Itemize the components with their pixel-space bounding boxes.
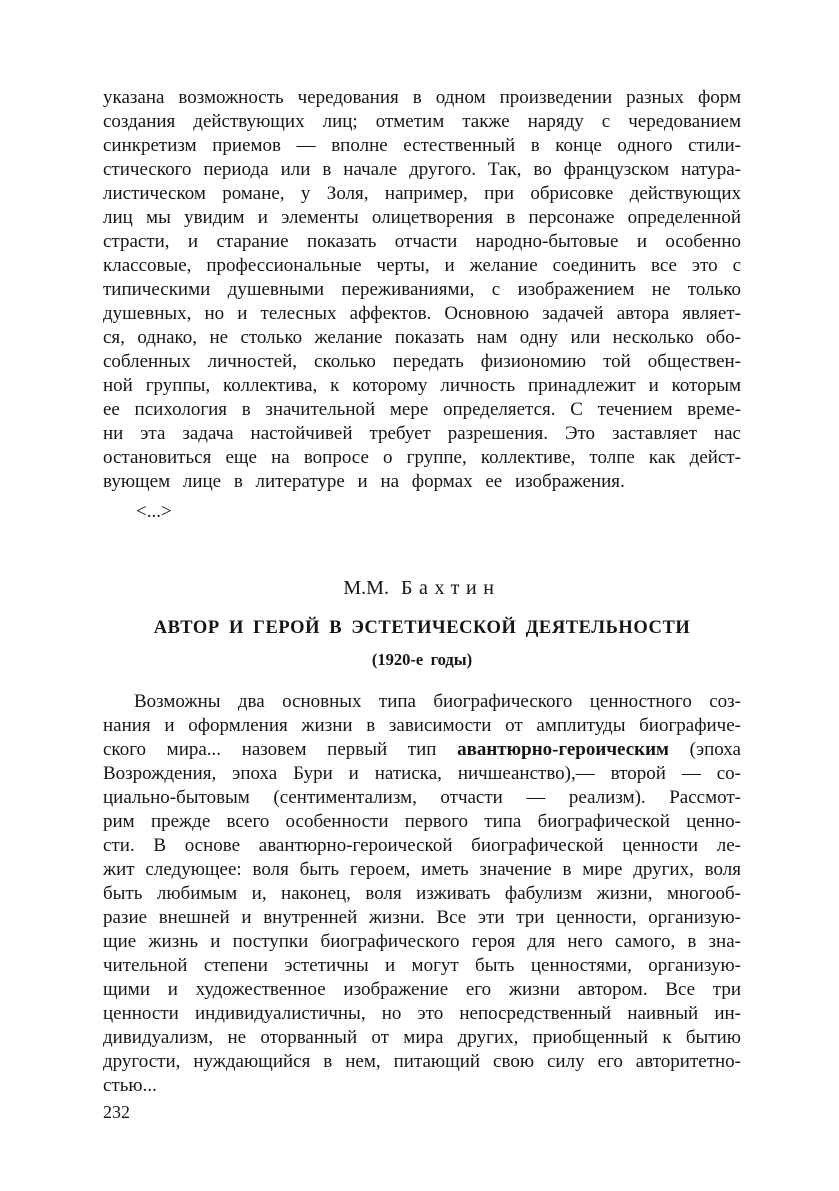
excerpt-paragraph [103,86,741,494]
text-line: указана возможность чередования в одном произведении разных форм [103,87,741,108]
text-line: ни эта задача настойчивей требует разрешения. Это заставляет нас [103,423,741,444]
text-line: синкретизм приемов — вполне естественный в конце одного стили- [103,135,741,156]
text-line: душевных, но и телесных аффектов. Основною задачей автора являет- [103,303,741,324]
text-line: разие внешней и внутренней жизни. Все эти три ценности, организую- [103,907,741,928]
text-line: типическими душевными переживаниями, с изображением не только [103,279,741,300]
text-line: вующем лице в литературе и на формах ее изображения. [103,471,625,492]
page-number: 232 [103,1102,130,1122]
omission-mark: <...> [136,501,172,522]
text-line: ского мира... назовем первый тип авантюрно-героическим (эпоха [103,739,741,760]
text-line: сти. В основе авантюрно-героической биографической ценности ле- [103,835,741,856]
article-author [103,576,741,600]
text-line: ее психология в значительной мере определяется. С течением време- [103,399,741,420]
author-initials: М.М. [343,577,389,599]
text-line: щие жизнь и поступки биографического героя для него самого, в зна- [103,931,741,952]
text-line: создания действующих лиц; отметим также наряду с чередованием [103,111,741,132]
author-surname: Бахтин [400,577,501,599]
text-line: остановиться еще на вопросе о группе, коллективе, толпе как дейст- [103,447,741,468]
text-line: быть любимым и, наконец, воля изживать фабулизм жизни, многооб- [103,883,741,904]
text-line: стического периода или в начале другого. Так, во французском натура- [103,159,741,180]
text-line: жит следующее: воля быть героем, иметь значение в мире других, воля [103,859,741,880]
text-line: классовые, профессиональные черты, и желание соединить все это с [103,255,741,276]
text-line: листическом романе, у Золя, например, при обрисовке действующих [103,183,741,204]
text-line: щими и художественное изображение его жизни автором. Все три [103,979,741,1000]
page-text-block [103,86,741,1123]
text-line: стью... [103,1075,157,1096]
text-line: нания и оформления жизни в зависимости от амплитуды биографиче- [103,715,741,736]
text-line: собленных личностей, сколько передать физиономию той обществен- [103,351,741,372]
text-line: ной группы, коллектива, к которому личность принадлежит и которым [103,375,741,396]
text-line: рим прежде всего особенности первого типа биографической ценно- [103,811,741,832]
text-line: страсти, и старание показать отчасти народно-бытовые и особенно [103,231,741,252]
article-title: АВТОР И ГЕРОЙ В ЭСТЕТИЧЕСКОЙ ДЕЯТЕЛЬНОСТИ [153,618,691,638]
text-line: чительной степени эстетичны и могут быть ценностями, организую- [103,955,741,976]
article-paragraph [103,690,741,1098]
text-line: циально-бытовым (сентиментализм, отчасти — реализм). Рассмот- [103,787,741,808]
text-line: лиц мы увидим и элементы олицетворения в персонаже определенной [103,207,741,228]
text-line: ценности индивидуалистичны, но это непосредственный наивный ин- [103,1003,741,1024]
text-line: другости, нуждающийся в нем, питающий свою силу его авторитетно- [103,1051,741,1072]
article-subtitle: (1920-е годы) [371,650,473,669]
text-line: ся, однако, не столько желание показать нам одну или несколько обо- [103,327,741,348]
text-line: Возможны два основных типа биографического ценностного соз- [134,691,741,712]
text-line: дивидуализм, не оторванный от мира других, приобщенный к бытию [103,1027,741,1048]
text-line: Возрождения, эпоха Бури и натиска, ничшеанство),— второй — со- [103,763,741,784]
